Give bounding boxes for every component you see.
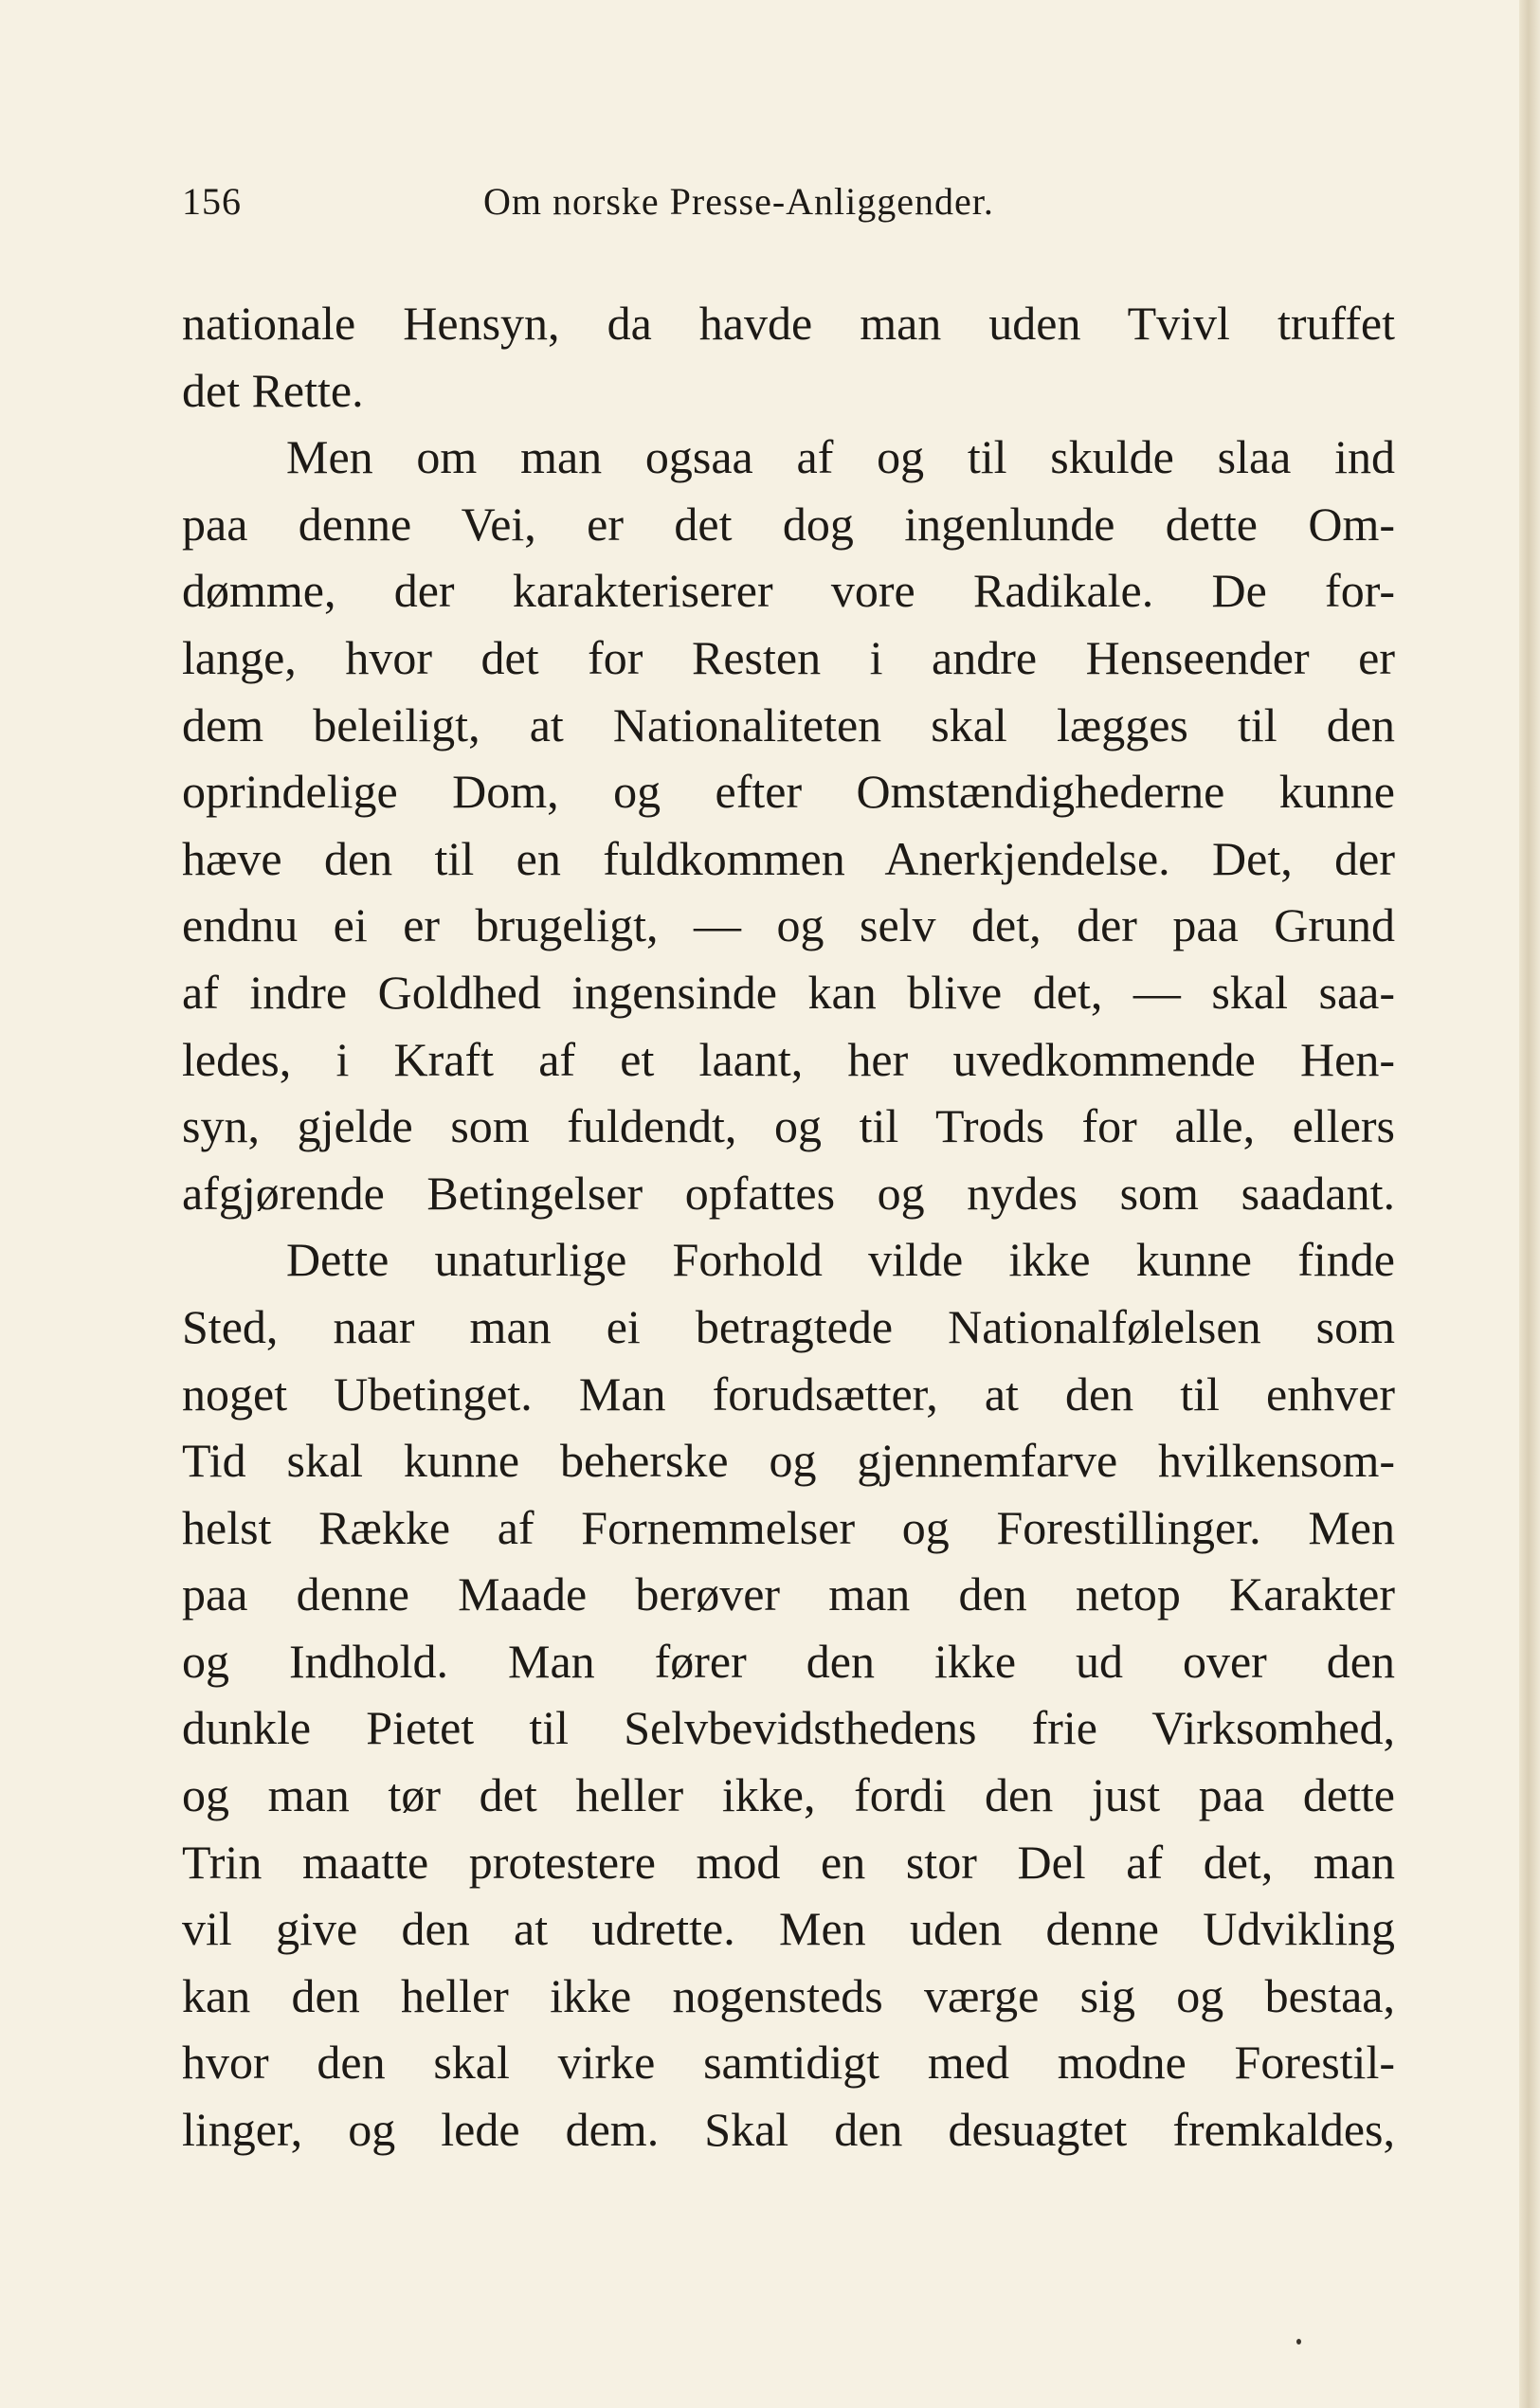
text-line: hvor den skal virke samtidigt med modne Forestil-: [182, 2036, 1395, 2090]
text-line: Men om man ogsaa af og til skulde slaa ind: [286, 430, 1395, 484]
text-line: endnu ei er brugeligt, — og selv det, der paa Grund: [182, 898, 1395, 952]
text-line: linger, og lede dem. Skal den desuagtet fremkaldes,: [182, 2103, 1395, 2157]
body-text: [182, 290, 1395, 2164]
text-line: Trin maatte protestere mod en stor Del af det, man: [182, 1835, 1395, 1889]
text-line: lange, hvor det for Resten i andre Henseender er: [182, 630, 1395, 684]
text-line: syn, gjelde som fuldendt, og til Trods for alle, ellers: [182, 1099, 1395, 1153]
text-line: ledes, i Kraft af et laant, her uvedkommende Hen-: [182, 1032, 1395, 1086]
text-line: kan den heller ikke nogensteds værge sig og bestaa,: [182, 1968, 1395, 2022]
text-line: og man tør det heller ikke, fordi den just paa dette: [182, 1768, 1395, 1822]
page-header: [182, 178, 1395, 226]
running-title: Om norske Presse-Anliggender.: [483, 180, 994, 223]
text-line: nationale Hensyn, da havde man uden Tvivl truffet: [182, 297, 1395, 350]
text-line: og Indhold. Man fører den ikke ud over den: [182, 1634, 1395, 1688]
text-line: det Rette.: [182, 363, 364, 417]
text-line: af indre Goldhed ingensinde kan blive det, — skal saa-: [182, 965, 1395, 1019]
text-line: oprindelige Dom, og efter Omstændighederne kunne: [182, 765, 1395, 819]
text-line: Dette unaturlige Forhold vilde ikke kunne finde: [286, 1233, 1395, 1287]
ink-speck: [1296, 2339, 1301, 2345]
page-edge: [1519, 0, 1540, 2408]
text-line: paa denne Maade berøver man den netop Karakter: [182, 1567, 1395, 1621]
text-line: Sted, naar man ei betragtede Nationalfølelsen som: [182, 1299, 1395, 1353]
text-line: dunkle Pietet til Selvbevidsthedens frie Virksomhed,: [182, 1701, 1395, 1755]
text-line: paa denne Vei, er det dog ingenlunde dette Om-: [182, 497, 1395, 551]
text-line: noget Ubetinget. Man forudsætter, at den til enhver: [182, 1367, 1395, 1421]
text-line: Tid skal kunne beherske og gjennemfarve hvilkensom-: [182, 1434, 1395, 1488]
text-line: dem beleiligt, at Nationaliteten skal lægges til den: [182, 697, 1395, 751]
page-number: 156: [182, 180, 242, 223]
text-line: helst Række af Fornemmelser og Forestillinger. Men: [182, 1500, 1395, 1554]
text-line: dømme, der karakteriserer vore Radikale. De for-: [182, 564, 1395, 618]
text-line: afgjørende Betingelser opfattes og nydes som saadant.: [182, 1166, 1395, 1220]
text-line: vil give den at udrette. Men uden denne Udvikling: [182, 1902, 1395, 1956]
text-line: hæve den til en fuldkommen Anerkjendelse. Det, der: [182, 831, 1395, 885]
